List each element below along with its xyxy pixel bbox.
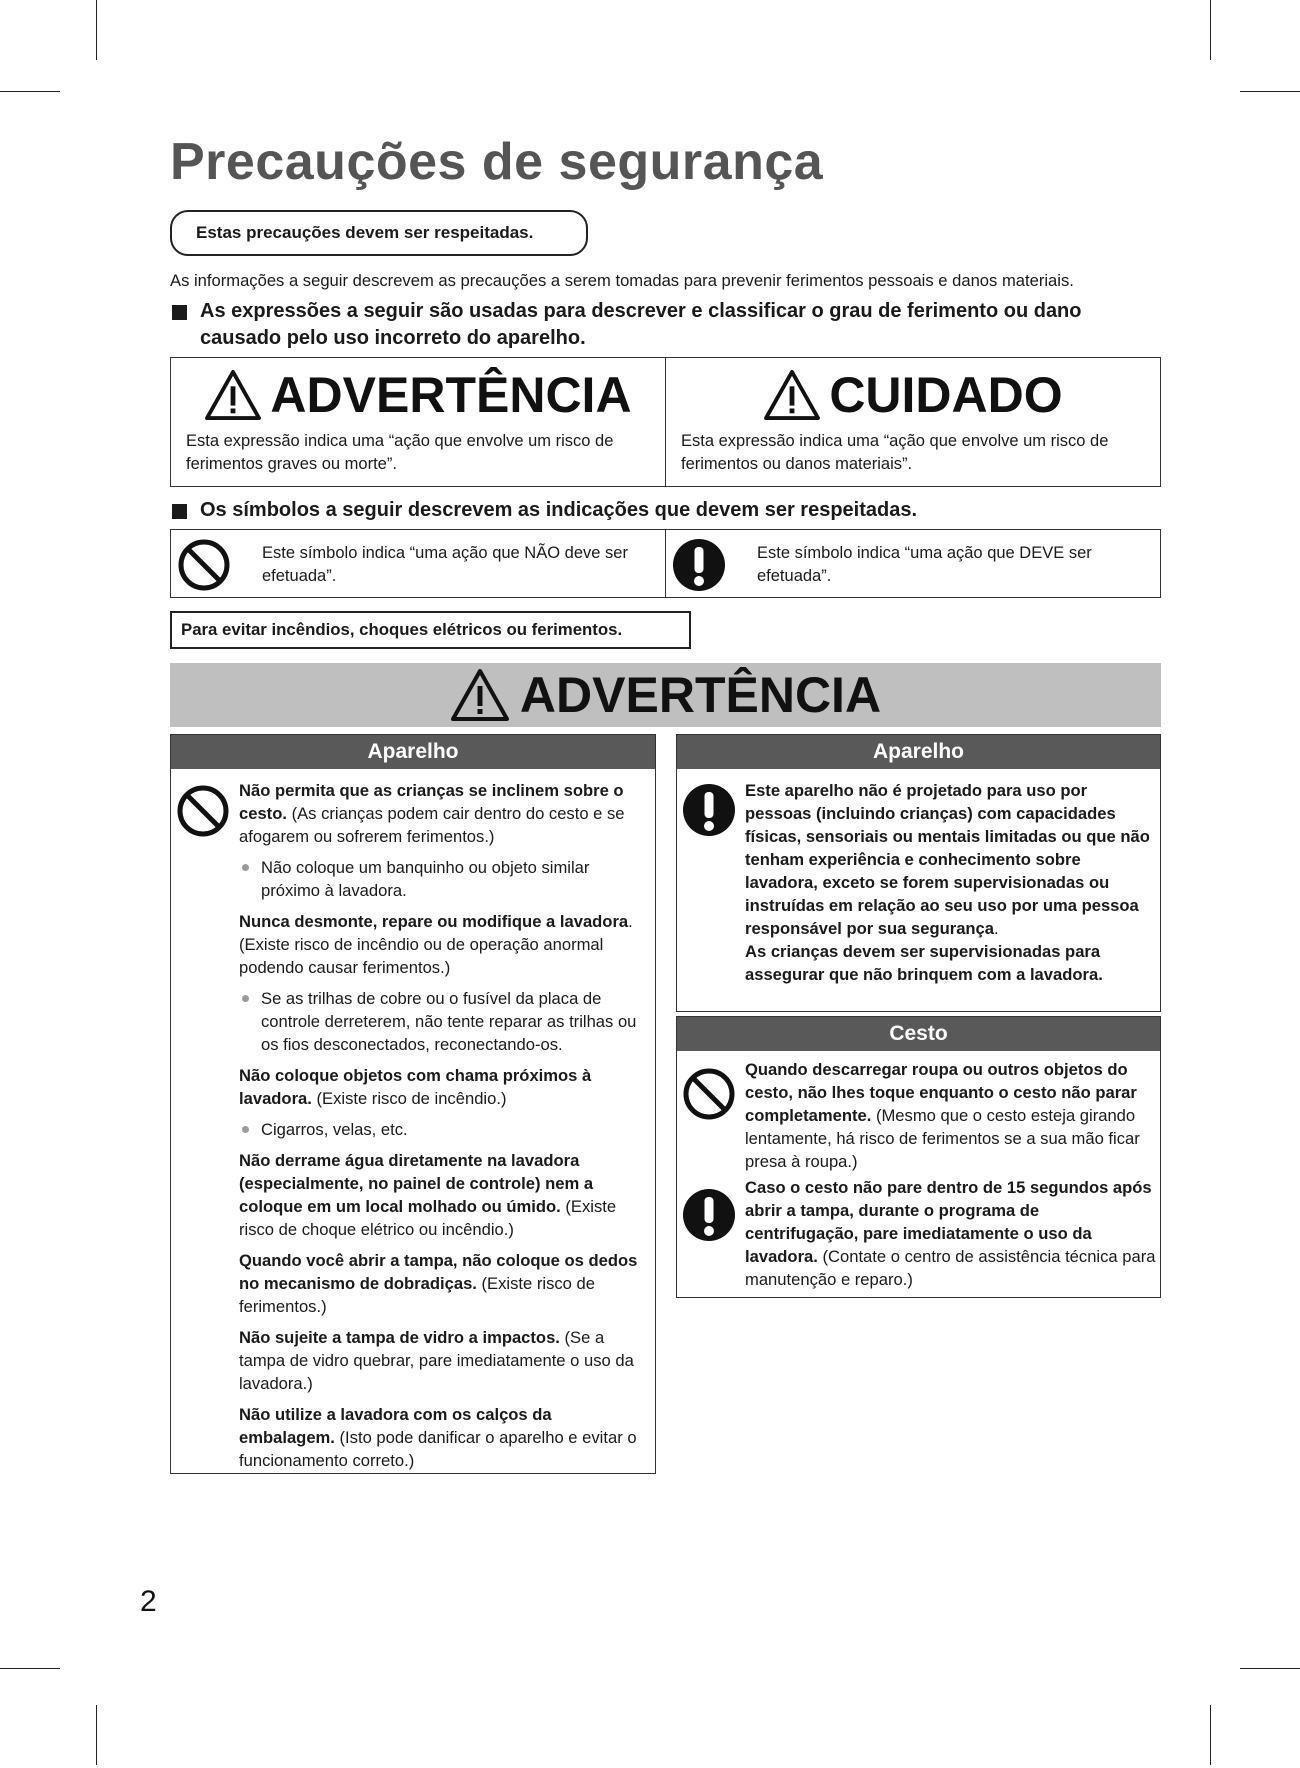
entry-detail: . xyxy=(994,919,999,938)
mandatory-cell xyxy=(665,530,1160,597)
entry-bold: Caso o cesto não pare dentro de 15 segundos após abrir a tampa, durante o programa de centrifugação, pare imediatamente o uso da lavadora. xyxy=(745,1178,1152,1266)
entry-bold: Este aparelho não é projetado para uso por pessoas (incluindo crianças) com capacidades físicas, sensoriais ou mentais limitadas ou que não tenham experiência e conhecimento sobre lavadora, exceto se forem supervisionadas ou instruídas em relação ao seu uso por uma pessoa responsável por sua segurança xyxy=(745,781,1150,938)
entry-body xyxy=(745,1176,1156,1299)
entry-detail: (Existe risco de incêndio.) xyxy=(311,1089,507,1108)
warning-triangle-icon xyxy=(204,369,262,421)
mandatory-icon xyxy=(672,538,726,592)
must-follow-label: Estas precauções devem ser respeitadas. xyxy=(170,210,588,256)
entry-body xyxy=(745,1058,1156,1181)
symbols-heading xyxy=(170,497,1160,524)
entry-text xyxy=(239,1326,651,1395)
classification-heading-text: As expressões a seguir são usadas para descrever e classificar o grau de ferimento ou dano causado pelo uso incorreto do aparelho. xyxy=(200,300,1082,349)
warning-cell xyxy=(171,358,665,486)
crop-mark xyxy=(1240,91,1300,92)
panel-header: Aparelho xyxy=(171,735,655,769)
crop-mark xyxy=(1210,1705,1211,1765)
panel-header: Cesto xyxy=(677,1017,1160,1051)
entry-detail: (Mesmo que o cesto esteja girando lentamente, há risco de ferimentos se a sua mão ficar presa à roupa.) xyxy=(745,1106,1140,1171)
entry-text xyxy=(745,779,1156,986)
caution-label: CUIDADO xyxy=(829,367,1063,423)
mandatory-description: Este símbolo indica “uma ação que DEVE ser efetuada”. xyxy=(757,544,1092,585)
entry-text xyxy=(239,910,651,979)
warning-description: Esta expressão indica uma “ação que envolve um risco de ferimentos graves ou morte”. xyxy=(186,432,614,473)
prohibited-description: Este símbolo indica “uma ação que NÃO deve ser efetuada”. xyxy=(262,544,628,585)
prohibited-cell xyxy=(171,530,665,597)
entry-bold: Não derrame água diretamente na lavadora (especialmente, no painel de controle) nem a coloque em um local molhado ou úmido. xyxy=(239,1151,594,1216)
entry-bold: As crianças devem ser supervisionadas para assegurar que não brinquem com a lavadora. xyxy=(745,942,1103,984)
basket-panel xyxy=(676,1016,1161,1298)
entry-body xyxy=(239,779,651,1480)
symbols-table xyxy=(170,529,1161,598)
entry-detail: (Se a tampa de vidro quebrar, pare imediatamente o uso da lavadora.) xyxy=(239,1328,634,1393)
prohibited-icon xyxy=(177,538,231,592)
entry-detail: (As crianças podem cair dentro do cesto e se afogarem ou sofrerem ferimentos.) xyxy=(239,804,625,846)
warning-triangle-icon xyxy=(450,668,510,722)
appliance-panel-left xyxy=(170,734,656,1474)
entry-body xyxy=(745,779,1156,986)
classification-heading xyxy=(170,298,1160,352)
warning-banner xyxy=(170,663,1161,727)
caution-heading xyxy=(666,366,1160,424)
entry-bold: Não permita que as crianças se inclinem sobre o cesto. xyxy=(239,781,624,823)
entry-detail: (Existe risco de ferimentos.) xyxy=(239,1274,595,1316)
classification-table xyxy=(170,357,1161,487)
bullet-item: Cigarros, velas, etc. xyxy=(239,1118,651,1141)
crop-mark xyxy=(0,1668,60,1669)
entry-detail: (Contate o centro de assistência técnica para manutenção e reparo.) xyxy=(745,1247,1156,1289)
warning-banner-label: ADVERTÊNCIA xyxy=(519,667,882,723)
caution-cell xyxy=(665,358,1160,486)
symbols-heading-text: Os símbolos a seguir descrevem as indicações que devem ser respeitadas. xyxy=(200,499,918,521)
entry-text xyxy=(239,1249,651,1318)
square-bullet-icon xyxy=(172,305,187,320)
page-number: 2 xyxy=(140,1585,157,1618)
crop-mark xyxy=(96,1705,97,1765)
prevention-note: Para evitar incêndios, choques elétricos ou ferimentos. xyxy=(170,611,691,649)
mandatory-icon xyxy=(682,783,736,837)
entry-text xyxy=(239,779,651,848)
entry-text xyxy=(239,1403,651,1472)
bullet-item: Não coloque um banquinho ou objeto similar próximo à lavadora. xyxy=(239,856,651,902)
entry-bold: Não coloque objetos com chama próximos à lavadora. xyxy=(239,1066,592,1108)
entry-bold: Quando descarregar roupa ou outros objetos do cesto, não lhes toque enquanto o cesto não parar completamente. xyxy=(745,1060,1137,1125)
crop-mark xyxy=(1240,1668,1300,1669)
warning-triangle-icon xyxy=(763,369,821,421)
intro-text: As informações a seguir descrevem as precauções a serem tomadas para prevenir ferimentos pessoais e danos materiais. xyxy=(170,271,1074,290)
entry-bold: Não utilize a lavadora com os calços da embalagem. xyxy=(239,1405,552,1447)
page-title: Precauções de segurança xyxy=(170,133,824,191)
entry-text xyxy=(239,1149,651,1241)
entry-text xyxy=(745,1058,1156,1173)
crop-mark xyxy=(0,91,60,92)
entry-bold: Quando você abrir a tampa, não coloque os dedos no mecanismo de dobradiças. xyxy=(239,1251,638,1293)
crop-mark xyxy=(1210,0,1211,60)
warning-label: ADVERTÊNCIA xyxy=(270,367,632,423)
entry-detail: (Isto pode danificar o aparelho e evitar o funcionamento correto.) xyxy=(239,1428,637,1470)
crop-mark xyxy=(96,0,97,60)
caution-description: Esta expressão indica uma “ação que envolve um risco de ferimentos ou danos materiais”. xyxy=(681,432,1109,473)
entry-text xyxy=(239,1064,651,1110)
prohibited-icon xyxy=(682,1067,736,1121)
panel-header: Aparelho xyxy=(677,735,1160,769)
square-bullet-icon xyxy=(172,504,187,519)
entry-text xyxy=(745,1176,1156,1291)
entry-detail: (Existe risco de choque elétrico ou incêndio.) xyxy=(239,1197,617,1239)
bullet-item: Se as trilhas de cobre ou o fusível da placa de controle derreterem, não tente reparar as trilhas ou os fios desconectados, reconectando-os. xyxy=(239,987,651,1056)
entry-detail: . (Existe risco de incêndio ou de operação anormal podendo causar ferimentos.) xyxy=(239,912,633,977)
appliance-panel-right xyxy=(676,734,1161,1012)
mandatory-icon xyxy=(682,1188,736,1242)
prohibited-icon xyxy=(176,784,230,838)
entry-bold: Não sujeite a tampa de vidro a impactos. xyxy=(239,1328,560,1347)
entry-bold: Nunca desmonte, repare ou modifique a lavadora xyxy=(239,912,629,931)
warning-heading xyxy=(171,366,665,424)
